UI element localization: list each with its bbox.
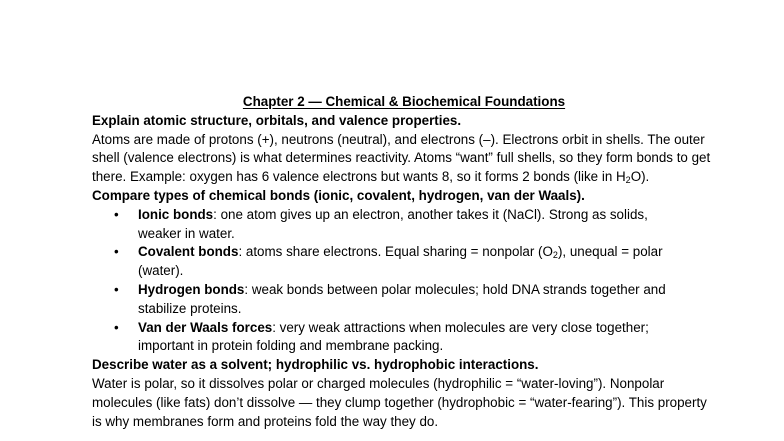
bond-term: Ionic bonds [138, 206, 214, 222]
bond-description: : atoms share electrons. Equal sharing = nonpolar (O [238, 244, 553, 260]
paragraph-text: Atoms are made of protons (+), neutrons (neutral), and electrons (–). Electrons orbit in shells. The outer shell (valence electrons) is what determines reactivity. Atoms “want” full shells, so they form bonds to get there. Example: oxygen has 6 valence electrons but wants 8, so it forms 2 bonds (like in H [92, 131, 711, 185]
bullet-icon: • [114, 281, 119, 297]
paragraph-atomic-structure [92, 131, 712, 187]
list-item [92, 319, 712, 357]
subscript: 2 [552, 250, 558, 261]
bond-description: : weak bonds between polar molecules; hold DNA strands together and stabilize proteins. [138, 281, 666, 316]
page-title: Chapter 2 — Chemical & Biochemical Foundations [242, 94, 566, 109]
section-heading-chemical-bonds: Compare types of chemical bonds (ionic, covalent, hydrogen, van der Waals). [92, 187, 585, 203]
bond-term: Van der Waals forces [138, 319, 273, 335]
paragraph-water-solvent: Water is polar, so it dissolves polar or charged molecules (hydrophilic = “water-loving”). Nonpolar molecules (like fats) don’t dissolve — they clump together (hydrophobic = “water-fearing”). This property is why membranes form and proteins fold the way they do. [92, 375, 707, 429]
bullet-icon: • [114, 244, 119, 260]
section-heading-atomic-structure: Explain atomic structure, orbitals, and valence properties. [92, 112, 462, 128]
bullet-icon: • [114, 319, 119, 335]
list-item [92, 243, 712, 281]
paragraph-text: O). [630, 169, 650, 185]
list-item [92, 206, 712, 244]
section-heading-water-solvent: Describe water as a solvent; hydrophilic vs. hydrophobic interactions. [92, 357, 539, 373]
bond-description: : very weak attractions when molecules are very close together; important in protein folding and membrane packing. [138, 319, 649, 354]
bond-term: Hydrogen bonds [138, 281, 245, 297]
bond-description: ), unequal = polar (water). [138, 244, 663, 279]
bond-types-list [92, 206, 712, 356]
subscript: 2 [625, 175, 631, 186]
bullet-icon: • [114, 206, 119, 222]
bond-description: : one atom gives up an electron, another takes it (NaCl). Strong as solids, weaker in water. [138, 206, 648, 241]
document-content [92, 93, 712, 431]
list-item [92, 281, 712, 319]
bond-term: Covalent bonds [138, 244, 239, 260]
